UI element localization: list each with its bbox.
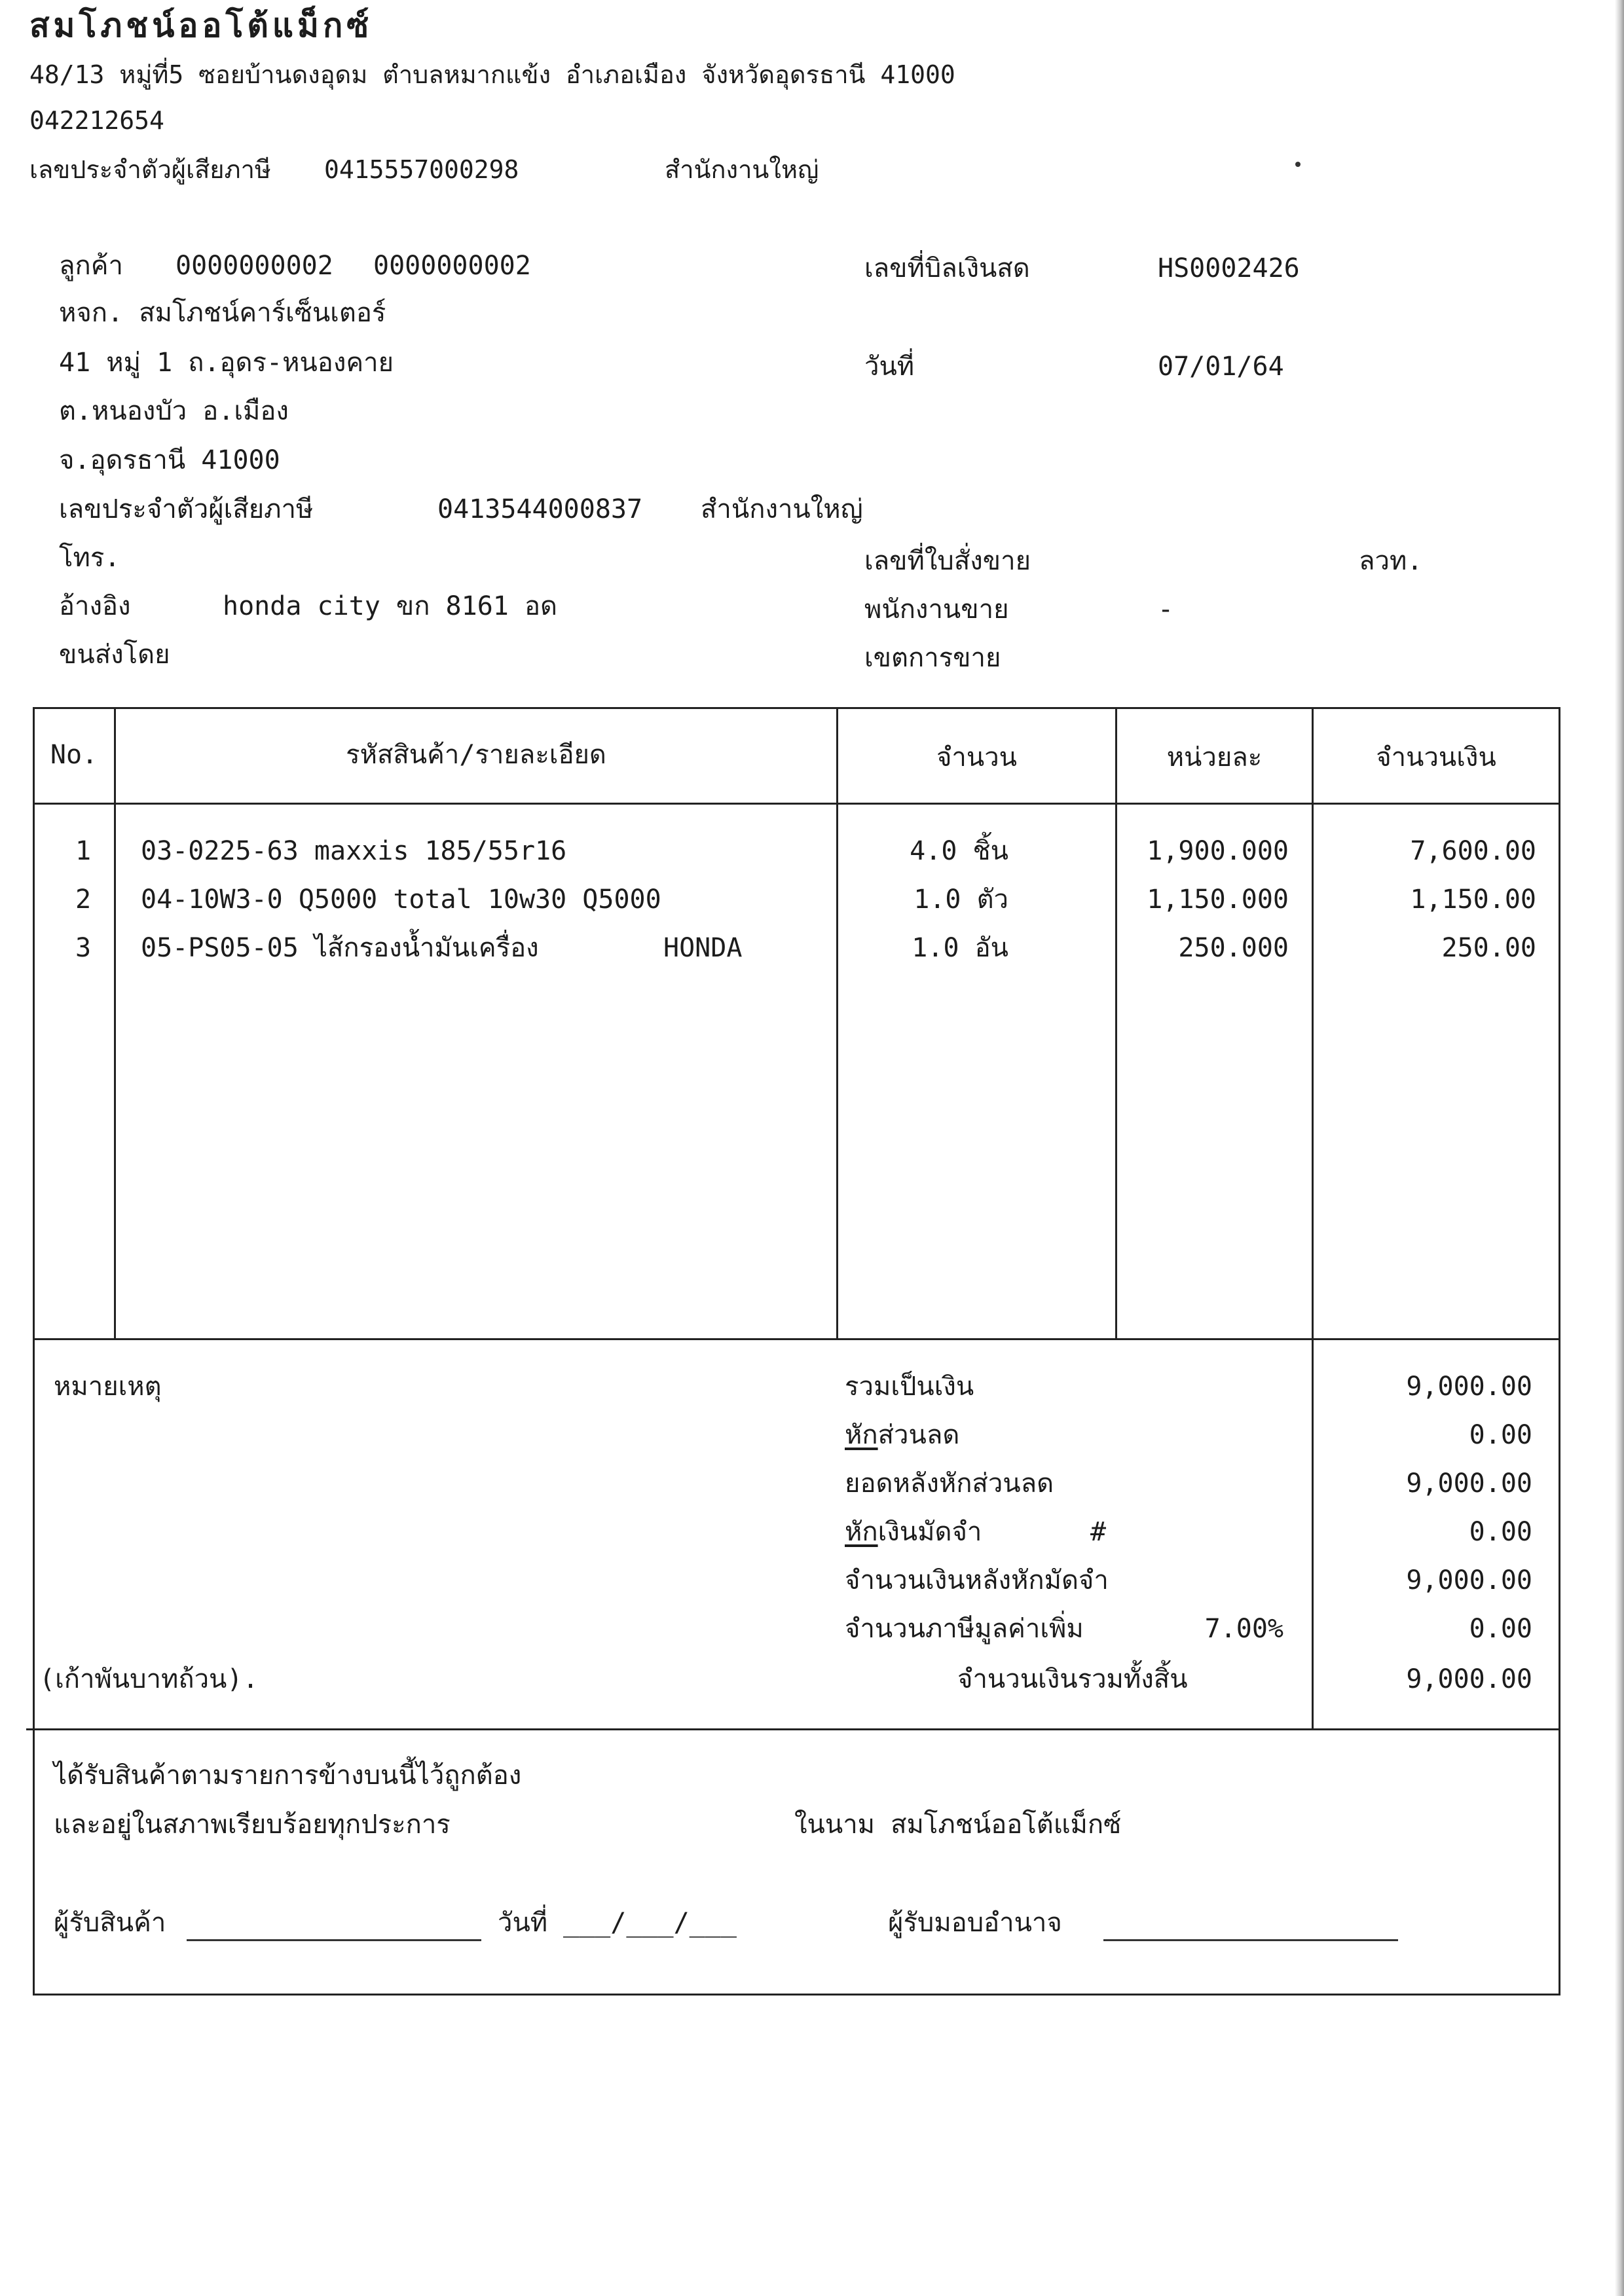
discount-label-underlined: หัก	[845, 1420, 878, 1450]
deposit-label	[845, 1519, 982, 1545]
col-divider-3	[1115, 707, 1117, 1339]
bill-date: 07/01/64	[1158, 352, 1284, 382]
after-discount-label: ยอดหลังหักส่วนลด	[845, 1468, 1054, 1499]
table-row-no: 2	[75, 884, 92, 915]
table-row-amount: 250.00	[1441, 933, 1536, 963]
authorized-signature-line	[1103, 1939, 1398, 1941]
sales-order-label: เลขที่ใบสั่งขาย	[864, 546, 1031, 576]
customer-label: ลูกค้า	[59, 251, 123, 281]
bill-no-label: เลขที่บิลเงินสด	[864, 253, 1030, 283]
bill-date-label: วันที่	[864, 352, 915, 382]
deposit-value: 0.00	[1469, 1517, 1532, 1547]
sales-area-label: เขตการขาย	[864, 643, 1001, 673]
company-branch: สำนักงานใหญ่	[665, 155, 819, 184]
table-row-no: 3	[75, 933, 92, 963]
authorized-label: ผู้รับมอบอำนาจ	[888, 1908, 1062, 1938]
customer-code-2: 0000000002	[373, 251, 531, 281]
subtotal-value: 9,000.00	[1406, 1372, 1532, 1402]
sales-order-value: ลวท.	[1359, 546, 1423, 576]
customer-branch: สำนักงานใหญ่	[701, 494, 863, 524]
deposit-label-underlined: หัก	[845, 1517, 878, 1547]
received-statement-line-2: และอยู่ในสภาพเรียบร้อยทุกประการ	[54, 1810, 451, 1840]
remark-label: หมายเหตุ	[54, 1372, 162, 1402]
receive-date-label: วันที่	[498, 1908, 548, 1938]
customer-address-2: ต.หนองบัว อ.เมือง	[59, 396, 289, 426]
header-no: No.	[50, 740, 98, 770]
after-deposit-label: จำนวนเงินหลังหักมัดจำ	[845, 1565, 1109, 1595]
header-amount: จำนวนเงิน	[1376, 742, 1496, 773]
customer-tax-id: 0413544000837	[437, 494, 643, 524]
customer-name: หจก. สมโภชน์คาร์เซ็นเตอร์	[59, 298, 386, 328]
customer-code-1: 0000000002	[175, 251, 333, 281]
table-row-qty: 1.0 ตัว	[913, 884, 1008, 915]
deposit-mark: #	[1090, 1517, 1107, 1547]
vat-rate: 7.00%	[1204, 1614, 1283, 1644]
scan-edge-shadow	[1615, 0, 1624, 2296]
bill-no: HS0002426	[1158, 253, 1300, 283]
company-name: สมโภชน์ออโต้แม็กซ์	[29, 7, 373, 45]
table-row-qty: 4.0 ชิ้น	[910, 836, 1008, 866]
company-address: 48/13 หมู่ที่5 ซอยบ้านดงอุดม ตำบลหมากแข้ง อำเภอเมือง จังหวัดอุดรธานี 41000	[29, 60, 955, 89]
salesperson-value: -	[1158, 594, 1174, 625]
table-row-code: 03-0225-63 maxxis 185/55r16	[141, 836, 567, 866]
vat-label: จำนวนภาษีมูลค่าเพิ่ม	[845, 1614, 1084, 1644]
receive-date-blank: ___/___/___	[563, 1908, 737, 1938]
company-tax-label: เลขประจำตัวผู้เสียภาษี	[29, 155, 271, 184]
company-tax-id: 0415557000298	[324, 155, 519, 184]
company-phone: 042212654	[29, 106, 164, 135]
table-body-divider	[33, 1338, 1559, 1340]
grand-total-label: จำนวนเงินรวมทั้งสิ้น	[957, 1664, 1188, 1694]
vat-value: 0.00	[1469, 1614, 1532, 1644]
receiver-label: ผู้รับสินค้า	[54, 1908, 166, 1938]
discount-value: 0.00	[1469, 1420, 1532, 1450]
received-statement-line-1: ได้รับสินค้าตามรายการข้างบนนี้ไว้ถูกต้อง	[54, 1760, 522, 1791]
table-header-divider	[33, 803, 1559, 805]
customer-tax-label: เลขประจำตัวผู้เสียภาษี	[59, 494, 314, 524]
customer-address-3: จ.อุดรธานี 41000	[59, 445, 280, 475]
grand-total-value: 9,000.00	[1406, 1664, 1532, 1694]
receiver-signature-line	[187, 1939, 481, 1941]
after-discount-value: 9,000.00	[1406, 1468, 1532, 1499]
table-row-unit-price: 1,150.000	[1147, 884, 1289, 915]
customer-phone-label: โทร.	[59, 543, 120, 573]
reference-value: honda city ขก 8161 อด	[223, 591, 557, 621]
after-deposit-value: 9,000.00	[1406, 1565, 1532, 1595]
table-row-code: 05-PS05-05 ไส้กรองน้ำมันเครื่อง	[141, 933, 539, 963]
table-row-unit-price: 250.000	[1178, 933, 1289, 963]
header-unit-price: หน่วยละ	[1166, 742, 1263, 773]
on-behalf-of: ในนาม สมโภชน์ออโต้แม็กซ์	[794, 1810, 1122, 1840]
col-divider-1	[114, 707, 116, 1339]
col-divider-2	[836, 707, 838, 1339]
table-row-qty: 1.0 อัน	[912, 933, 1008, 963]
deposit-label-rest: เงินมัดจำ	[877, 1517, 982, 1547]
header-description: รหัสสินค้า/รายละเอียด	[346, 740, 606, 770]
table-row-unit-price: 1,900.000	[1147, 836, 1289, 866]
amount-in-words: (เก้าพันบาทถ้วน).	[39, 1664, 259, 1694]
table-row-amount: 1,150.00	[1410, 884, 1536, 915]
discount-label-rest: ส่วนลด	[877, 1420, 960, 1450]
table-row-brand: HONDA	[663, 933, 743, 963]
scan-speck	[1295, 162, 1301, 167]
shipping-label: ขนส่งโดย	[59, 640, 170, 670]
reference-label: อ้างอิง	[59, 591, 131, 621]
customer-address-1: 41 หมู่ 1 ถ.อุดร-หนองคาย	[59, 348, 394, 378]
summary-divider	[26, 1728, 1559, 1730]
header-quantity: จำนวน	[936, 742, 1018, 773]
salesperson-label: พนักงานขาย	[864, 594, 1009, 625]
table-row-no: 1	[75, 836, 92, 866]
table-row-code: 04-10W3-0 Q5000 total 10w30 Q5000	[141, 884, 661, 915]
discount-label	[845, 1422, 959, 1448]
subtotal-label: รวมเป็นเงิน	[845, 1372, 974, 1402]
table-row-amount: 7,600.00	[1410, 836, 1536, 866]
